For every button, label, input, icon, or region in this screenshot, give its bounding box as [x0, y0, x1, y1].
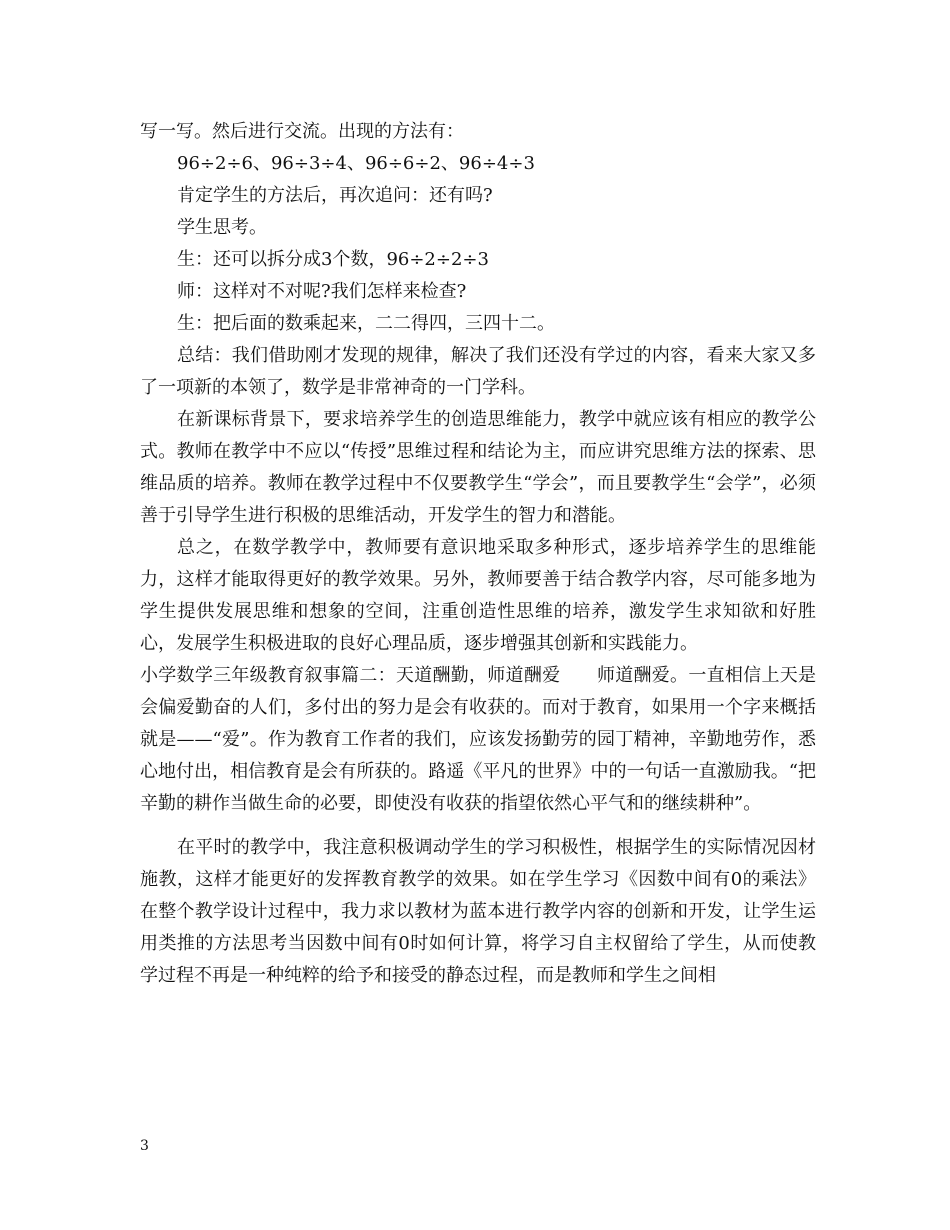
paragraph-teacher-question: 师：这样对不对呢?我们怎样来检查? [177, 281, 467, 302]
paragraph-students-think: 学生思考。 [177, 217, 267, 238]
paragraph-student-answer: 生：还可以拆分成3个数，96÷2÷2÷3 [177, 249, 489, 270]
document-body [140, 116, 816, 992]
paragraph-conclusion: 总之，在数学教学中，教师要有意识地采取多种形式，逐步培养学生的思维能力，这样才能取得更好的教学效果。另外，教师要善于结合教学内容，尽可能多地为学生提供发展思维和想象的空间，注重创造性思维的培养，激发学生求知欲和好胜心，发展学生积极进取的良好心理品质，逐步增强其创新和实践能力。 [140, 537, 816, 654]
paragraph-continuation: 写一写。然后进行交流。出现的方法有： [140, 121, 464, 142]
paragraph-new-curriculum: 在新课标背景下，要求培养学生的创造思维能力，教学中就应该有相应的教学公式。教师在教学中不应以“传授”思维过程和结论为主，而应讲究思维方法的探索、思维品质的培养。教师在教学过程中不仅要教学生“学会”，而且要教学生“会学”，必须善于引导学生进行积极的思维活动，开发学生的智力和潜能。 [140, 409, 816, 526]
paragraph-student-check: 生：把后面的数乘起来，二二得四，三四十二。 [177, 313, 555, 334]
paragraph-narrative-part-two: 小学数学三年级教育叙事篇二：天道酬勤，师道酬爱 师道酬爱。一直相信上天是会偏爱勤奋的人们，多付出的努力是会有收获的。而对于教育，如果用一个字来概括就是——“爱”。作为教育工作者的我们，应该发扬勤劳的园丁精神，辛勤地劳作，悉心地付出，相信教育是会有所获的。路遥《平凡的世界》中的一句话一直激励我。“把辛勤的耕作当做生命的必要，即使没有收获的指望依然心平气和的继续耕种”。 [140, 665, 816, 814]
paragraph-summary: 总结：我们借助刚才发现的规律，解决了我们还没有学过的内容，看来大家又多了一项新的本领了，数学是非常神奇的一门学科。 [140, 345, 816, 398]
paragraph-teacher-follow-up: 肯定学生的方法后，再次追问：还有吗? [177, 185, 493, 206]
paragraph-daily-teaching: 在平时的教学中，我注意积极调动学生的学习积极性，根据学生的实际情况因材施教，这样才能更好的发挥教育教学的效果。如在学生学习《因数中间有0的乘法》在整个教学设计过程中，我力求以教材为蓝本进行教学内容的创新和开发，让学生运用类推的方法思考当因数中间有0时如何计算，将学习自主权留给了学生，从而使教学过程不再是一种纯粹的给予和接受的静态过程，而是教师和学生之间相 [140, 837, 816, 986]
page-number: 3 [140, 1138, 149, 1154]
paragraph-division-methods: 96÷2÷6、96÷3÷4、96÷6÷2、96÷4÷3 [177, 153, 535, 174]
